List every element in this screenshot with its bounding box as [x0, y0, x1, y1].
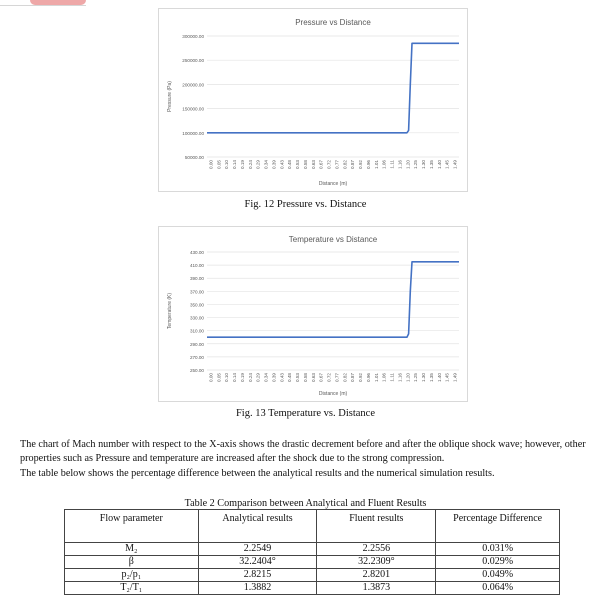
- x-tick-label: 1.16: [397, 373, 403, 382]
- x-tick-label: 0.00: [208, 160, 214, 169]
- y-tick-label: 150000.00: [182, 106, 204, 112]
- cell-difference: 0.029%: [436, 556, 560, 569]
- x-tick-label: 0.63: [310, 160, 316, 169]
- cell-fluent: 2.2556: [317, 543, 436, 556]
- chart-title: Temperature vs Distance: [288, 235, 378, 244]
- x-tick-label: 0.53: [295, 373, 301, 382]
- y-axis-label: Temperature (K): [167, 292, 173, 330]
- y-tick-label: 50000.00: [184, 155, 204, 160]
- y-axis-label: Pressure (Pa): [167, 81, 173, 112]
- x-tick-label: 0.82: [342, 373, 348, 382]
- x-tick-label: 0.00: [208, 373, 214, 382]
- x-tick-label: 0.92: [358, 373, 364, 382]
- x-tick-label: 1.11: [389, 373, 395, 382]
- x-tick-label: 0.87: [350, 160, 356, 169]
- chart-title: Pressure vs Distance: [295, 18, 371, 27]
- x-tick-label: 0.05: [216, 373, 222, 382]
- header-rule: [0, 5, 86, 6]
- x-tick-label: 0.10: [224, 373, 230, 382]
- x-axis-label: Distance (m): [318, 181, 348, 187]
- x-tick-label: 1.11: [389, 160, 395, 169]
- x-tick-label: 0.87: [350, 373, 356, 382]
- x-tick-label: 0.39: [271, 373, 277, 382]
- x-tick-label: 0.67: [318, 160, 324, 169]
- x-tick-label: 0.34: [263, 160, 269, 169]
- figure-13-caption: Fig. 13 Temperature vs. Distance: [235, 408, 376, 419]
- figure-12-caption: Fig. 12 Pressure vs. Distance: [244, 199, 367, 210]
- cell-fluent: 32.2309°: [317, 556, 436, 569]
- y-tick-label: 250000.00: [182, 58, 204, 64]
- x-tick-label: 1.06: [381, 373, 387, 382]
- table-row: [65, 569, 560, 582]
- table-row: [65, 556, 560, 569]
- body-paragraph-table-intro: The table below shows the percentage difference between the analytical results and the numerical simulation results.: [20, 468, 495, 479]
- x-tick-label: 0.14: [232, 160, 238, 169]
- x-tick-label: 1.49: [452, 160, 458, 169]
- cell-analytical: 2.8215: [198, 569, 317, 582]
- x-tick-label: 1.06: [381, 160, 387, 169]
- y-tick-label: 410.00: [189, 263, 204, 269]
- x-tick-label: 0.67: [318, 373, 324, 382]
- x-tick-label: 1.35: [428, 160, 434, 169]
- x-tick-label: 0.53: [295, 160, 301, 169]
- x-tick-label: 1.45: [444, 160, 450, 169]
- table-header-row: [65, 510, 560, 543]
- x-tick-label: 1.35: [428, 373, 434, 382]
- x-tick-label: 0.96: [365, 373, 371, 382]
- x-tick-label: 1.25: [413, 160, 419, 169]
- x-tick-label: 0.82: [342, 160, 348, 169]
- x-tick-label: 0.29: [255, 160, 261, 169]
- x-tick-label: 0.92: [358, 160, 364, 169]
- header-percentage-difference: Percentage Difference: [436, 510, 560, 543]
- cell-difference: 0.031%: [436, 543, 560, 556]
- x-tick-label: 0.19: [239, 160, 245, 169]
- y-tick-label: 430.00: [189, 250, 204, 255]
- x-tick-label: 0.10: [224, 160, 230, 169]
- x-tick-label: 0.77: [334, 160, 340, 169]
- table-title: Table 2 Comparison between Analytical and Fluent Results: [184, 498, 427, 509]
- x-tick-label: 1.45: [444, 373, 450, 382]
- x-tick-label: 0.05: [216, 160, 222, 169]
- cell-difference: 0.064%: [436, 582, 560, 595]
- y-tick-label: 300000.00: [182, 34, 204, 39]
- cell-parameter: p₂/p₁: [65, 569, 199, 582]
- x-tick-label: 0.24: [247, 160, 253, 169]
- x-tick-label: 1.20: [405, 160, 411, 169]
- header-analytical-results: Analytical results: [198, 510, 317, 543]
- x-tick-label: 0.14: [232, 373, 238, 382]
- x-tick-label: 1.01: [373, 373, 379, 382]
- x-tick-label: 1.25: [413, 373, 419, 382]
- x-tick-label: 1.30: [421, 160, 427, 169]
- pressure-chart-svg: [159, 9, 467, 191]
- comparison-table: [64, 509, 560, 595]
- y-tick-label: 390.00: [189, 276, 204, 282]
- x-tick-label: 0.63: [310, 373, 316, 382]
- cell-difference: 0.049%: [436, 569, 560, 582]
- table-row: [65, 543, 560, 556]
- y-tick-label: 310.00: [189, 328, 204, 334]
- cell-analytical: 1.3882: [198, 582, 317, 595]
- x-tick-label: 0.58: [302, 373, 308, 382]
- x-tick-label: 0.39: [271, 160, 277, 169]
- cell-analytical: 2.2549: [198, 543, 317, 556]
- cell-parameter: M₂: [65, 543, 199, 556]
- x-tick-label: 0.34: [263, 373, 269, 382]
- x-tick-label: 0.43: [279, 160, 285, 169]
- x-axis-label: Distance (m): [318, 391, 348, 397]
- temperature-chart-svg: [159, 227, 467, 401]
- x-tick-label: 0.48: [287, 373, 293, 382]
- x-tick-label: 0.24: [247, 373, 253, 382]
- y-tick-label: 200000.00: [182, 82, 204, 88]
- x-tick-label: 0.58: [302, 160, 308, 169]
- x-tick-label: 0.19: [239, 373, 245, 382]
- x-tick-label: 1.01: [373, 160, 379, 169]
- cell-fluent: 2.8201: [317, 569, 436, 582]
- table-row: [65, 582, 560, 595]
- cell-parameter: β: [65, 556, 199, 569]
- y-tick-label: 370.00: [189, 289, 204, 295]
- x-tick-label: 1.40: [436, 160, 442, 169]
- temperature-chart: [158, 226, 468, 402]
- y-tick-label: 270.00: [189, 354, 204, 360]
- x-tick-label: 1.30: [421, 373, 427, 382]
- x-tick-label: 0.29: [255, 373, 261, 382]
- x-tick-label: 1.16: [397, 160, 403, 169]
- y-tick-label: 100000.00: [182, 130, 204, 136]
- x-tick-label: 0.72: [326, 160, 332, 169]
- x-tick-label: 0.48: [287, 160, 293, 169]
- y-tick-label: 250.00: [189, 368, 204, 373]
- cell-analytical: 32.2404°: [198, 556, 317, 569]
- cell-parameter: T₂/T₁: [65, 582, 199, 595]
- x-tick-label: 1.40: [436, 373, 442, 382]
- series-line: [207, 262, 459, 337]
- x-tick-label: 1.20: [405, 373, 411, 382]
- body-paragraph-mach: The chart of Mach number with respect to the X-axis shows the drastic decrement before and after the oblique shock wave; however, other properties such as Pressure and temperature are increased after the shock due to the strong compression.: [20, 439, 586, 464]
- header-fluent-results: Fluent results: [317, 510, 436, 543]
- header-flow-parameter: Flow parameter: [65, 510, 199, 543]
- x-tick-label: 0.96: [365, 160, 371, 169]
- series-line: [207, 43, 459, 133]
- x-tick-label: 0.43: [279, 373, 285, 382]
- x-tick-label: 0.77: [334, 373, 340, 382]
- y-tick-label: 290.00: [189, 341, 204, 347]
- x-tick-label: 0.72: [326, 373, 332, 382]
- y-tick-label: 350.00: [189, 302, 204, 308]
- x-tick-label: 1.49: [452, 373, 458, 382]
- pressure-chart: [158, 8, 468, 192]
- y-tick-label: 330.00: [189, 315, 204, 321]
- cell-fluent: 1.3873: [317, 582, 436, 595]
